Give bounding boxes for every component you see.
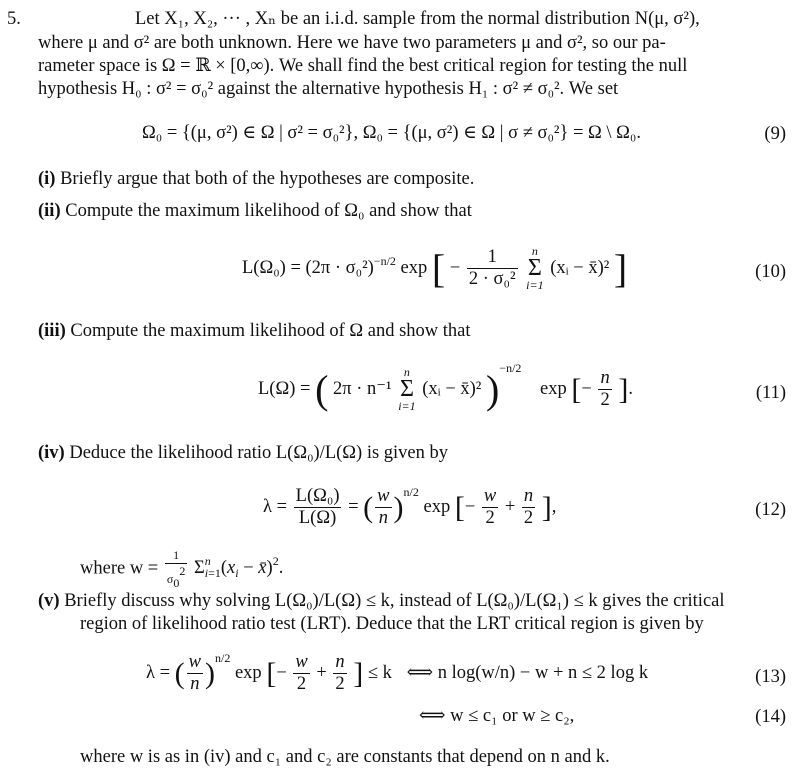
part-ii-label: (ii) xyxy=(38,201,61,221)
equation-10: $L(\Omega_0) = (2\pi \cdot \sigma_0^2)^{-n/2}$ exp [ − $\frac{1}{\text{2 · σ₀²}}$ n Σ i=1 (xᵢ − x̄)² ] xyxy=(242,244,628,293)
equation-11: L(Ω) = ( 2π · n⁻¹ n Σ i=1 (xᵢ − x̄)² )$^{-n/2}$ exp [− $\frac{n}{2}$ ]. xyxy=(258,361,633,414)
intro-line-4: hypothesis H₀ : σ² = σ₀² against the alternative hypothesis H₁ : σ² ≠ σ₀². We set xyxy=(38,79,619,99)
part-v-text-1: Briefly discuss why solving L(Ω₀)/L(Ω) ≤ k, instead of L(Ω₀)/L(Ω₁) ≤ k gives the critical xyxy=(64,591,725,611)
part-i-text: Briefly argue that both of the hypotheses are composite. xyxy=(60,169,475,189)
eq10-term: (xᵢ − x̄)² xyxy=(550,258,610,279)
eq12-ratio-den: L(Ω) xyxy=(298,508,337,529)
eq10-fraction-den: 2 · σ₀² xyxy=(468,269,516,290)
part-iii xyxy=(38,322,471,341)
part-v-label: (v) xyxy=(38,591,60,611)
eq10-exponent: −n/2 xyxy=(373,254,396,269)
part-v xyxy=(38,592,725,611)
eq10-fraction-num: 1 xyxy=(467,248,518,269)
equation-13: λ = ( $\frac{w}{n}$ )$^{n/2}$ exp [− $\frac{w}{2}$ + $\frac{n}{2}$ ] ≤ k ⟺ n log(w/n) − w + n ≤ 2 log k xyxy=(146,651,649,695)
eq11-exponent: −n/2 xyxy=(499,361,522,375)
part-iv-text: Deduce the likelihood ratio L(Ω₀)/L(Ω) is given by xyxy=(69,443,449,463)
equation-9: Ω₀ = {(μ, σ²) ∈ Ω | σ² = σ₀²}, Ω₀ = {(μ, σ²) ∈ Ω | σ ≠ σ₀²} = Ω \ Ω₀. xyxy=(142,123,642,143)
eq11-term: (xᵢ − x̄)² xyxy=(422,379,482,399)
part-iv-label: (iv) xyxy=(38,443,65,463)
equation-13-number: (13) xyxy=(755,667,786,687)
eq10-lhs: L(Ω₀) = (2π · σ₀²) xyxy=(242,258,374,279)
where-w-text: where w = xyxy=(80,558,163,579)
part-iii-label: (iii) xyxy=(38,321,66,341)
eq11-lhs: L(Ω) = xyxy=(258,379,311,399)
equation-14: ⟺ w ≤ c₁ or w ≥ c₂, xyxy=(419,706,575,726)
equation-11-number: (11) xyxy=(755,383,786,403)
eq10-fraction xyxy=(467,248,518,290)
equation-12: λ = $\frac{\text{L(Ω₀)}}{L(\Omega)}$ = ( $\frac{w}{n}$ )$^{n/2}$ exp [− $\frac{w}{2}$ + $\frac{n}{2}$ ], xyxy=(263,485,557,529)
equation-10-number: (10) xyxy=(755,262,786,282)
eq12-lambda: λ = xyxy=(263,497,288,517)
where-w-definition: where w = $\frac{1}{\sigma_0^2}$ $\Sigma^n_{i=1}(x_i$ − x̄)$^2$. xyxy=(80,548,284,590)
closing-text: where w is as in (iv) and c₁ and c₂ are constants that depend on n and k. xyxy=(80,747,610,767)
part-ii xyxy=(38,202,472,221)
eq12-ratio-num: L(Ω₀) xyxy=(294,487,342,508)
intro-line-1: Let X₁, X₂, ··· , Xₙ be an i.i.d. sample from the normal distribution N(μ, σ²), xyxy=(135,9,700,29)
part-iv xyxy=(38,444,448,463)
eq11-sum: n Σ i=1 xyxy=(398,364,416,414)
eq10-sum: n Σ i=1 xyxy=(526,244,544,293)
part-i-label: (i) xyxy=(38,169,56,189)
part-iii-text: Compute the maximum likelihood of Ω and show that xyxy=(70,321,471,341)
eq11-inner: 2π · n⁻¹ xyxy=(333,379,392,399)
intro-line-3: rameter space is Ω = ℝ × [0,∞). We shall find the best critical region for testing the null xyxy=(38,56,688,76)
eq13-rhs: ⟺ n log(w/n) − w + n ≤ 2 log k xyxy=(406,663,649,683)
equation-12-number: (12) xyxy=(755,500,786,520)
problem-number: 5. xyxy=(7,9,21,29)
part-ii-text: Compute the maximum likelihood of Ω₀ and show that xyxy=(65,201,472,221)
equation-14-number: (14) xyxy=(755,707,786,727)
part-v-text-2: region of likelihood ratio test (LRT). Deduce that the LRT critical region is given by xyxy=(80,614,704,634)
eq12-ratio xyxy=(294,487,342,529)
eq12-exponent: n/2 xyxy=(403,485,419,499)
intro-line-2: where μ and σ² are both unknown. Here we have two parameters μ and σ², so our pa- xyxy=(38,33,666,53)
equation-9-number: (9) xyxy=(764,124,786,144)
part-i xyxy=(38,170,474,189)
